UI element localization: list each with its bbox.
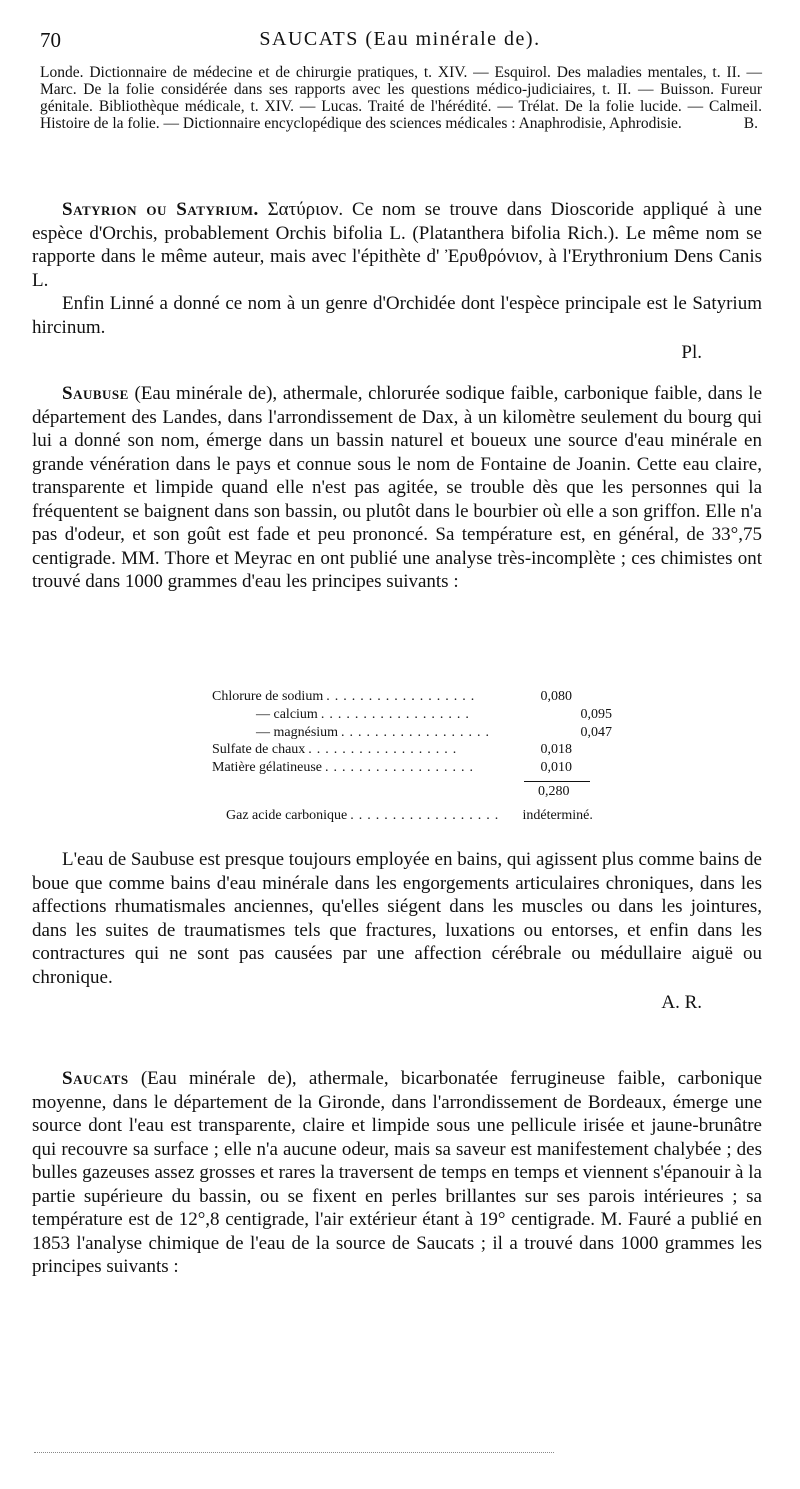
saubuse-heading: Saubuse (62, 383, 129, 404)
table-row-name: Matière gélatineuse (212, 760, 325, 775)
satyrion-text-1: Σατύριον. Ce nom se trouve dans Dioscoride appliqué à une espèce d'Orchis, probablement Orchis bifolia L. (Platanthera bifolia Rich.). Le même nom se rapporte dans le même auteur, mais avec l'épithète d' Ἐρυθρόνιον, à l'Erythronium Dens Canis L. (32, 199, 762, 291)
saubuse-paragraph-1 (32, 382, 762, 594)
table-row-value: 0,047 (580, 724, 612, 740)
saubuse-paragraph-2 (32, 848, 762, 989)
table-row: — calcium .................. 0,095 (256, 706, 612, 722)
table-row-value: 0,095 (580, 706, 612, 722)
table-row: Chlorure de sodium .................. 0,080 (212, 689, 572, 704)
satyrion-heading: Satyrion ou Satyrium. (62, 199, 259, 220)
table-row: Matière gélatineuse .................. 0,010 (212, 760, 572, 776)
satyrion-paragraph-1 (32, 198, 762, 292)
article-saubuse (32, 382, 762, 594)
table-row-name: Chlorure de sodium (212, 689, 326, 704)
table-row-value: 0,010 (540, 760, 572, 776)
table-row-value: 0,080 (540, 689, 572, 704)
saubuse-signature: A. R. (661, 992, 702, 1013)
table-row-name: — calcium (256, 707, 321, 722)
table-gas-row: Gaz acide carbonique .................. indéterminé. (212, 808, 612, 824)
bibliography-paragraph (40, 64, 762, 132)
bibliography-signature: B. (743, 115, 758, 132)
saubuse-analysis-table (212, 688, 612, 824)
saucats-text-1: (Eau minérale de), athermale, bicarbonatée ferrugineuse faible, carbonique moyenne, dans le département de la Gironde, dans l'arrondissement de Bordeaux, émerge une source dont l'eau est transparente, claire et limpide sous une pellicule irisée et jaune-brunâtre qui recouvre sa surface ; elle n'a aucune odeur, mais sa saveur est manifestement chalybée ; des bulles gazeuses assez grosses et rares la traversent de temps en temps et viennent s'épanouir à la partie supérieure du bassin, ou se fixent en perles brillantes sur ses parois intérieures ; sa température est de 12°,8 centigrade, l'air extérieur étant à 19° centigrade. M. Fauré a publié en 1853 l'analyse chimique de l'eau de la source de Saucats ; il a trouvé dans 1000 grammes les principes suivants : (32, 1068, 763, 1277)
page-header (40, 28, 760, 62)
satyrion-signature: Pl. (681, 342, 702, 363)
table-row-value: 0,018 (540, 742, 572, 758)
saucats-heading: Saucats (62, 1068, 129, 1089)
article-satyrion (32, 198, 762, 365)
running-title: SAUCATS (Eau minérale de). (259, 28, 541, 50)
table-gas-name: Gaz acide carbonique (226, 808, 350, 823)
satyrion-text-2: Enfin Linné a donné ce nom à un genre d'Orchidée dont l'espèce principale est le Satyrium hircinum. (32, 293, 762, 338)
saubuse-text-2: L'eau de Saubuse est presque toujours employée en bains, qui agissent plus comme bains de boue que comme bains d'eau minérale dans les engorgements articulaires chroniques, dans les affections rhumatismales anciennes, qu'elles siégent dans les muscles ou dans les jointures, dans les suites de traumatismes tels que fractures, luxations ou entorses, et enfin dans les contractures qui ne sont pas causées par une affection cérébrale ou médullaire aiguë ou chronique. (32, 849, 762, 988)
saucats-paragraph-1 (32, 1067, 762, 1279)
saubuse-text-1: (Eau minérale de), athermale, chlorurée sodique faible, carbonique faible, dans le département des Landes, dans l'arrondissement de Dax, à un kilomètre seulement du bourg qui lui a donné son nom, émerge dans un bassin naturel et boueux une source d'eau minérale en grande vénération dans le pays et connue sous le nom de Fontaine de Joanin. Cette eau claire, transparente et limpide quand elle n'est pas agitée, se trouble dès que les personnes qui la fréquentent se baignent dans son bassin, ou plutôt dans le bourbier où elle a son griffon. Elle n'a pas d'odeur, et son goût est fade et peu prononcé. Sa température est, en général, de 33°,75 centigrade. MM. Thore et Meyrac en ont publié une analyse très-incomplète ; ces chimistes ont trouvé dans 1000 grammes d'eau les principes suivants : (32, 383, 763, 592)
table-row-name: — magnésium (256, 725, 341, 740)
table-row: Sulfate de chaux .................. 0,018 (212, 742, 572, 758)
table-gas-value: indéterminé. (522, 807, 593, 823)
page-number: 70 (40, 28, 61, 52)
table-row: — magnésium .................. 0,047 (256, 724, 612, 740)
article-saucats (32, 1067, 762, 1279)
article-saubuse-continued (32, 848, 762, 1015)
satyrion-paragraph-2 (32, 292, 762, 339)
table-row-name: Sulfate de chaux (212, 742, 308, 757)
page-bottom-dotted-line (34, 1452, 554, 1455)
table-total: 0,280 (538, 783, 570, 799)
bibliography-text: Londe. Dictionnaire de médecine et de chirurgie pratiques, t. XIV. — Esquirol. Des maladies mentales, t. II. — Marc. De la folie considérée dans ses rapports avec les questions médico-judiciaires, t. II. — Buisson. Fureur génitale. Bibliothèque médicale, t. XIV. — Lucas. Traité de l'hérédité. — Trélat. De la folie lucide. — Calmeil. Histoire de la folie. — Dictionnaire encyclopédique des sciences médicales : Anaphrodisie, Aphrodisie. (40, 64, 762, 132)
